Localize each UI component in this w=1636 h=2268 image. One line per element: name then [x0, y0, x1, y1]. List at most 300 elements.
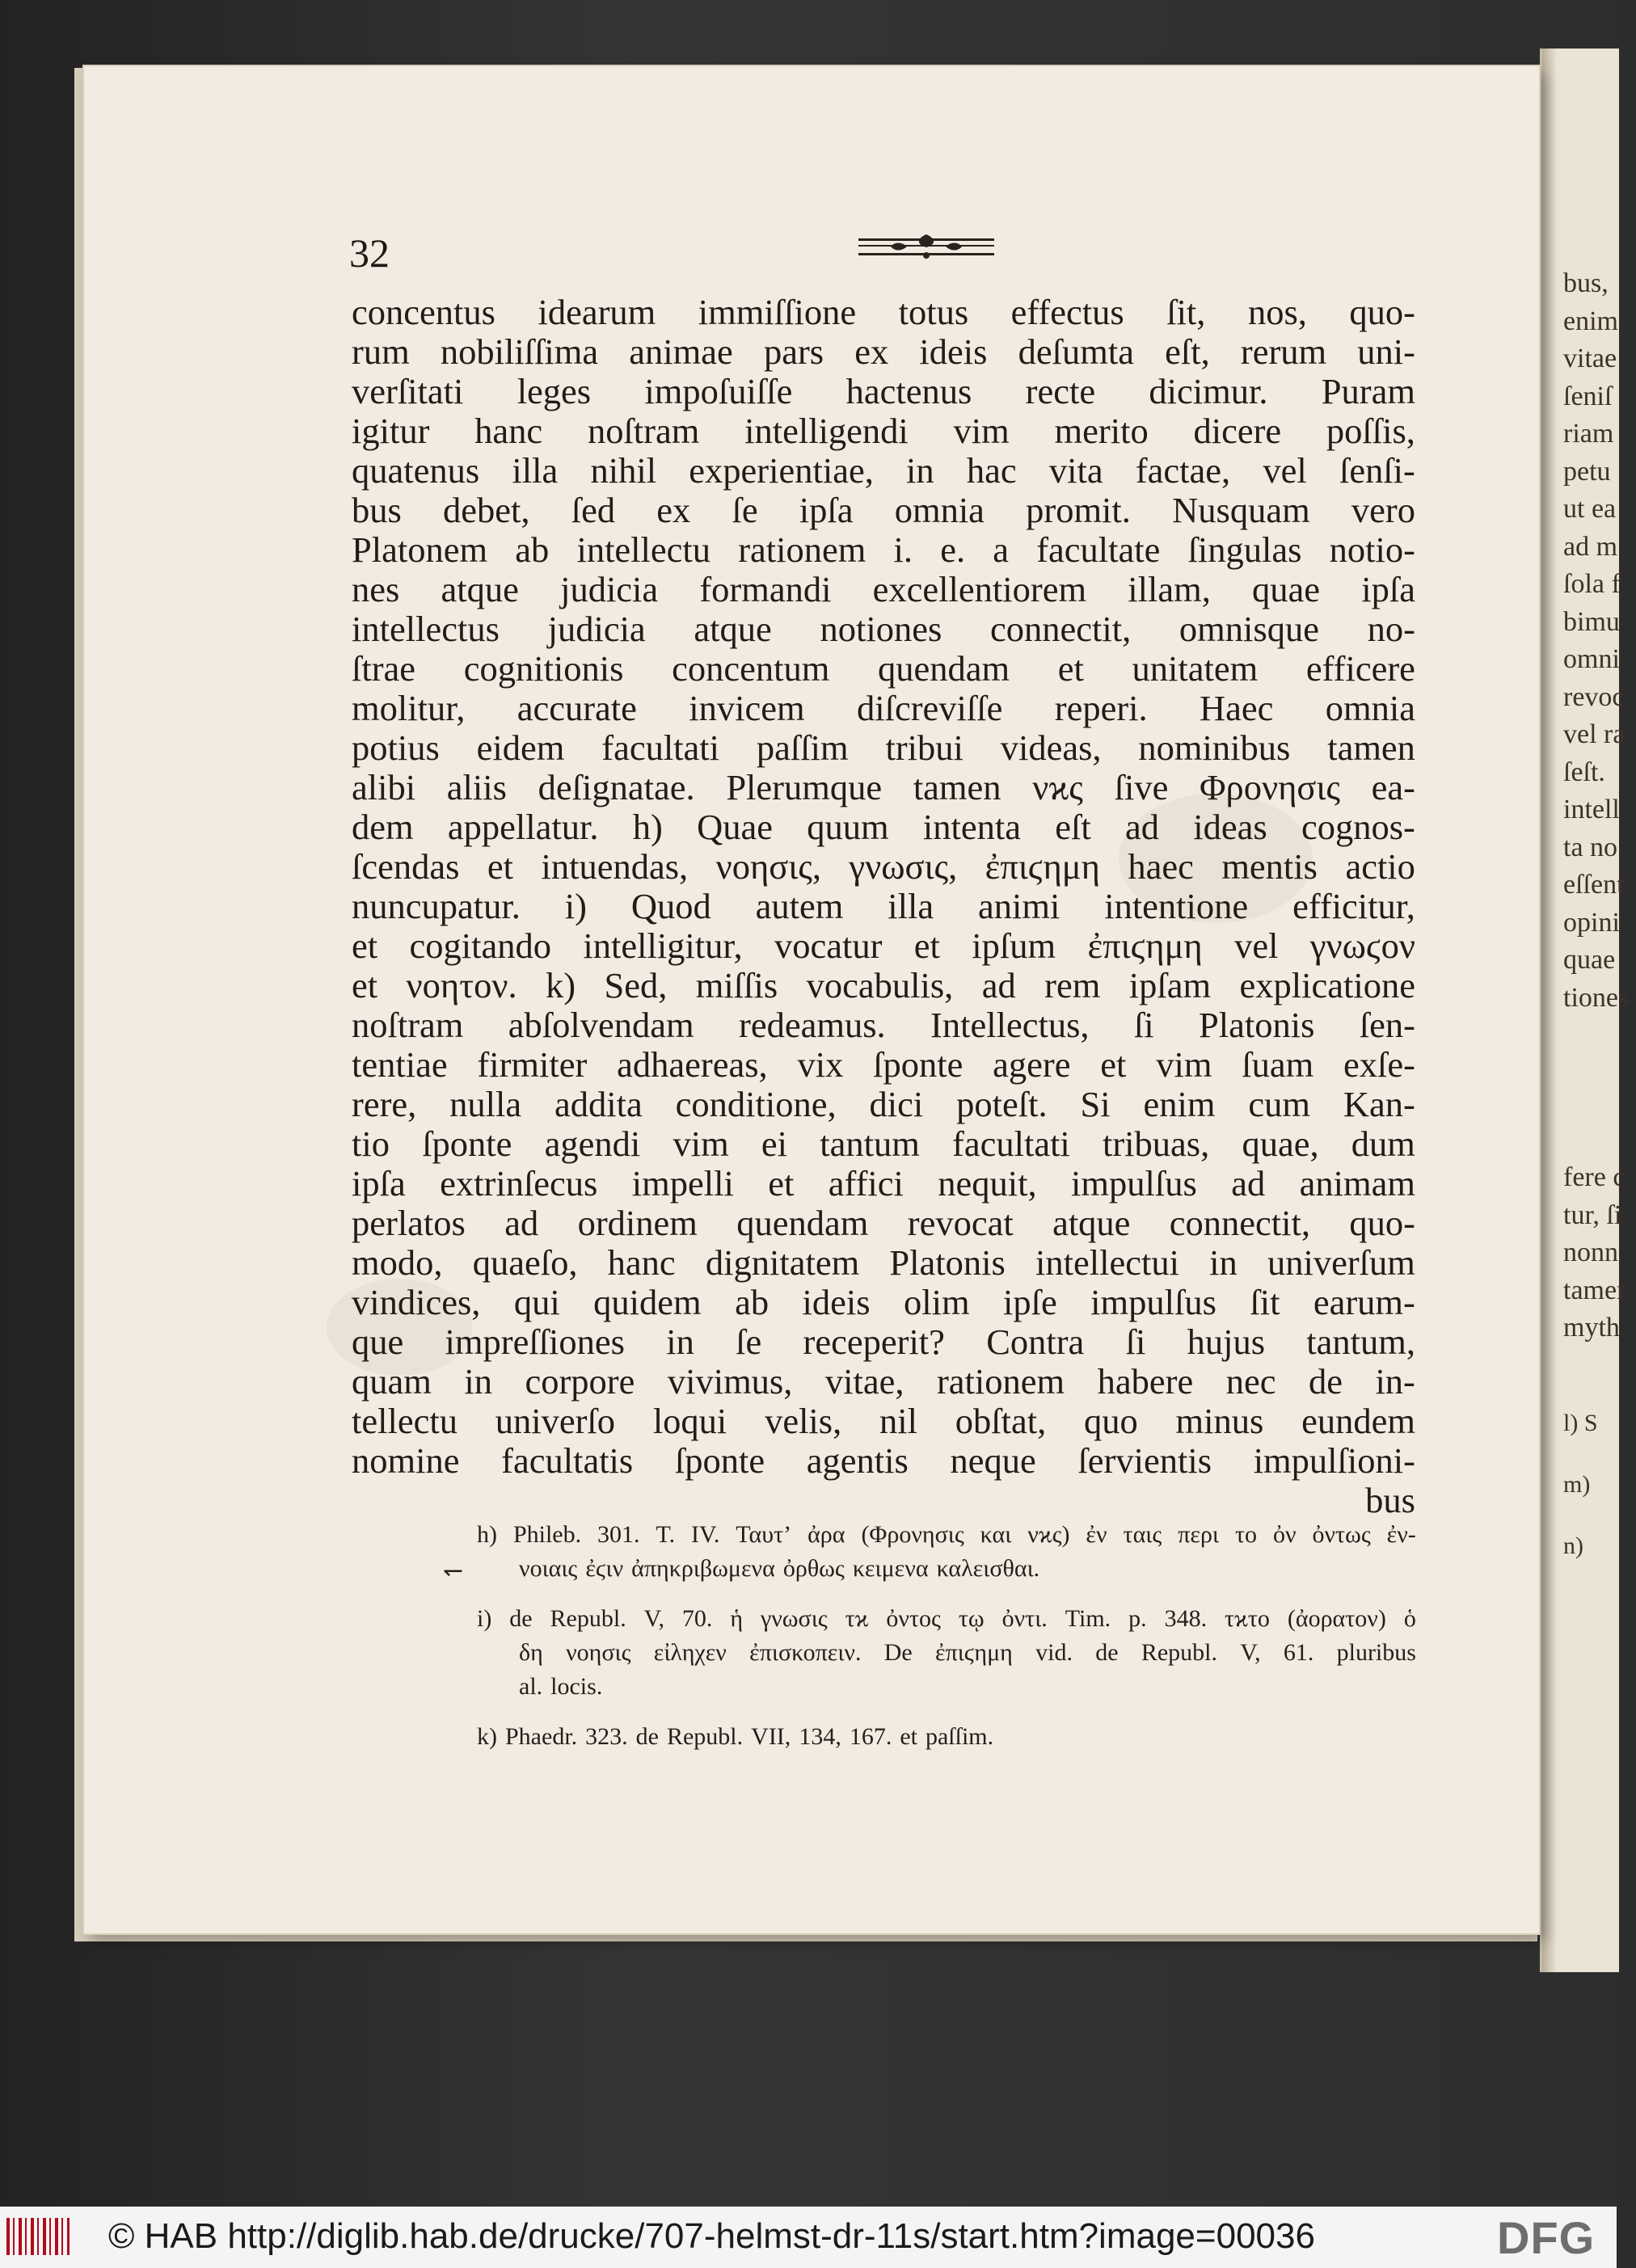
word: nequit, [938, 1163, 1037, 1204]
word: vim [673, 1123, 729, 1164]
word: olim [903, 1282, 970, 1322]
word: impelli [631, 1163, 734, 1204]
text-line [352, 689, 1415, 728]
word: vel [1263, 450, 1307, 491]
word: 323. [585, 1723, 628, 1750]
word: locis. [550, 1673, 603, 1700]
word: ad [981, 965, 1016, 1005]
word: ad [1231, 1163, 1266, 1204]
word: rerum [1240, 331, 1327, 372]
word: Platonis [889, 1242, 1006, 1283]
word: illa [512, 450, 559, 491]
word: quam [352, 1361, 432, 1402]
word: nominibus [1138, 727, 1291, 768]
word: quendam [736, 1203, 869, 1243]
word: pars [763, 331, 824, 372]
main-text-block [352, 293, 1415, 1520]
word: ſponte [873, 1044, 963, 1085]
word: ordinem [577, 1203, 698, 1243]
word: ad [1125, 807, 1160, 847]
word: νοησις [566, 1639, 631, 1666]
word: uni- [1357, 331, 1415, 372]
word: connectit, [989, 609, 1132, 649]
word: κειμενα [852, 1555, 929, 1582]
word: p. [1128, 1605, 1147, 1632]
word: ipſa [799, 490, 854, 530]
word: ſenſi- [1339, 450, 1415, 491]
word: dici [869, 1084, 924, 1124]
footnote-line [477, 1552, 1416, 1586]
word: vel [1234, 925, 1279, 966]
word: 61. [1283, 1639, 1314, 1666]
word: i. [893, 529, 913, 570]
word: ἐπισκοπειν. [749, 1639, 862, 1666]
word: debet, [443, 490, 530, 530]
word: verſitati [352, 371, 464, 411]
word: appellatur. [447, 807, 599, 847]
word: cogitando [409, 925, 551, 966]
word: in [906, 450, 934, 491]
word: atque [441, 569, 519, 609]
word: paſſim [756, 727, 849, 768]
word: ex [656, 490, 691, 530]
word: ἐπιϛημη [934, 1639, 1013, 1666]
word: abſolvendam [508, 1005, 694, 1045]
facing-page-fragment: ta no [1563, 832, 1618, 862]
word: videas, [1000, 727, 1102, 768]
word: impulſioni- [1253, 1440, 1415, 1481]
word: nes [352, 569, 400, 609]
facing-page-fragment: ſola f [1563, 569, 1621, 599]
facing-page-fragment: bimu [1563, 606, 1620, 637]
footnote-line [477, 1636, 1416, 1670]
word: Puram [1321, 371, 1415, 411]
word: cognos- [1301, 807, 1415, 847]
word: intellectus [352, 609, 500, 649]
text-line [352, 807, 1415, 847]
facing-page-fragment: tamer [1563, 1275, 1626, 1305]
word: ad [504, 1203, 539, 1243]
word: ἐν [1086, 1521, 1107, 1548]
word: judicia [560, 569, 659, 609]
word: et [913, 925, 940, 966]
word: vid. [1035, 1639, 1073, 1666]
page-number: 32 [349, 230, 390, 276]
text-line [352, 1362, 1415, 1402]
word: vivimus, [667, 1361, 793, 1402]
word: ἡ [730, 1605, 744, 1632]
word: et [768, 1163, 795, 1204]
word: rationem [738, 529, 866, 570]
word: noſtram [352, 1005, 464, 1045]
facing-page-fragment: nonn [1563, 1237, 1618, 1267]
word: περι [1178, 1521, 1219, 1548]
facing-page-fragment: myth [1563, 1313, 1620, 1343]
word: et [352, 965, 378, 1005]
text-line [352, 1005, 1415, 1045]
facing-page-fragment: fere c [1563, 1162, 1625, 1192]
word: rere, [352, 1084, 417, 1124]
word: ὀρθως [782, 1555, 845, 1582]
word: agere [993, 1044, 1071, 1085]
word: 167. [849, 1723, 892, 1750]
word: impoſuiſſe [644, 371, 793, 411]
word: promit. [1026, 490, 1131, 530]
word: quendam [878, 648, 1010, 689]
word: vim [1156, 1044, 1212, 1085]
word: ἀπηκριβωμενα [631, 1555, 775, 1582]
word: tribuas, [1103, 1123, 1210, 1164]
word: notio- [1329, 529, 1415, 570]
word: ὀν [1272, 1521, 1297, 1548]
word: immiſſione [698, 292, 857, 332]
word: Republ. [550, 1605, 626, 1632]
word: atque [1052, 1203, 1131, 1243]
text-line [352, 966, 1415, 1005]
word: (Φρονησις [861, 1521, 964, 1548]
word: adhaereas, [617, 1044, 768, 1085]
word: Quod [630, 886, 711, 926]
word: ſtrae [352, 648, 416, 689]
word: nomine [352, 1440, 460, 1481]
word: hanc [607, 1242, 676, 1283]
word: τϰ [845, 1605, 869, 1632]
word: in- [1375, 1361, 1415, 1402]
word: intellectui [1035, 1242, 1179, 1283]
word: intuendas, [541, 846, 689, 887]
word: earum- [1313, 1282, 1415, 1322]
word: ei [761, 1123, 788, 1164]
word: ideis [919, 331, 988, 372]
footnote-spacer [477, 1586, 1416, 1602]
word: idearum [538, 292, 656, 332]
word: quo- [1349, 1203, 1415, 1243]
word: ab [735, 1282, 770, 1322]
word: omnisque [1179, 609, 1319, 649]
word: ſe [732, 490, 758, 530]
facing-page-fragment: m) [1563, 1471, 1591, 1498]
word: intentione [1104, 886, 1249, 926]
word: ὀντως [1312, 1521, 1371, 1548]
word: addita [554, 1084, 643, 1124]
word: 70. [681, 1605, 713, 1632]
copyright-url[interactable]: © HAB http://diglib.hab.de/drucke/707-helmst-dr-11s/start.htm?image=00036 [108, 2216, 1315, 2256]
word: νϰς) [1027, 1521, 1070, 1548]
word: Contra [986, 1322, 1085, 1362]
text-line [352, 1045, 1415, 1085]
word: hac [966, 450, 1017, 491]
word: facultate [1036, 529, 1161, 570]
word: effectus [1010, 292, 1124, 332]
word: perlatos [352, 1203, 466, 1243]
word: hujus [1187, 1322, 1266, 1362]
word: vocabulis, [806, 965, 954, 1005]
word: quaeſo, [472, 1242, 578, 1283]
word: eundem [1301, 1401, 1415, 1441]
word: in [464, 1361, 492, 1402]
text-line [352, 1283, 1415, 1322]
word: atque [694, 609, 772, 649]
barcode-icon [6, 2218, 70, 2255]
word: de [1095, 1639, 1119, 1666]
word: ſit, [1166, 292, 1206, 332]
word: ipſa [1361, 569, 1415, 609]
word: recte [1025, 371, 1096, 411]
word: connectit, [1169, 1203, 1311, 1243]
word: accurate [517, 688, 637, 728]
facing-page [1540, 48, 1630, 1972]
word: eſt, [1165, 331, 1210, 372]
word: a [993, 529, 1010, 570]
facing-page-fragment: ad m [1563, 531, 1618, 562]
word: leges [517, 371, 592, 411]
word: 301. [597, 1521, 640, 1548]
word: tio [352, 1123, 390, 1164]
text-line [352, 332, 1415, 372]
word: efficere [1305, 648, 1415, 689]
page-gutter-shadow [1542, 48, 1557, 1972]
word: Nusquam [1172, 490, 1310, 530]
word: Phaedr. [505, 1723, 578, 1750]
word: nuncupatur. [352, 886, 521, 926]
word: ipſam [1128, 965, 1212, 1005]
word: Tim. [1065, 1605, 1111, 1632]
word: rum [352, 331, 410, 372]
word: habere [1097, 1361, 1194, 1402]
text-line [352, 1481, 1415, 1520]
word: ex [854, 331, 889, 372]
word: noſtram [587, 411, 700, 451]
word: tamen [1327, 727, 1415, 768]
facing-page-fragment: revoc [1563, 681, 1625, 712]
word: nec [1225, 1361, 1276, 1402]
word: dignitatem [705, 1242, 860, 1283]
word: bus [1365, 1480, 1415, 1520]
word: de [509, 1605, 533, 1632]
word: vita [1048, 450, 1103, 491]
text-line [352, 728, 1415, 768]
word: conditione, [675, 1084, 837, 1124]
footer-bar [0, 2207, 1617, 2268]
word: receperit? [803, 1322, 945, 1362]
text-line [352, 1164, 1415, 1204]
word: eidem [476, 727, 565, 768]
word: univerſo [495, 1401, 616, 1441]
text-line [352, 887, 1415, 926]
word: ſuam [1242, 1044, 1314, 1085]
word: k) [477, 1723, 497, 1750]
word: ὁ [1403, 1605, 1416, 1632]
text-line [352, 372, 1415, 411]
word: ſe [736, 1322, 762, 1362]
word: tamen [913, 767, 1001, 807]
word: obſtat, [955, 1401, 1047, 1441]
decorative-ornament-icon [858, 231, 994, 263]
text-line [352, 491, 1415, 530]
word: velis, [765, 1401, 842, 1441]
word: και [980, 1521, 1012, 1548]
word: ſingulas [1187, 529, 1302, 570]
word: neque [950, 1440, 1036, 1481]
word: diſcreviſſe [857, 688, 1003, 728]
word: in [1209, 1242, 1238, 1283]
word: ipſum [972, 925, 1056, 966]
word: ἐν- [1386, 1521, 1416, 1548]
word: igitur [352, 411, 430, 451]
word: impreſſiones [445, 1322, 625, 1362]
word: autem [755, 886, 844, 926]
word: rationem [936, 1361, 1065, 1402]
facing-page-fragment: ſeniſ [1563, 381, 1613, 411]
word: ἐπιϛημη [985, 846, 1100, 887]
word: ὀντι. [1001, 1605, 1048, 1632]
word: τϰτο [1225, 1605, 1270, 1632]
word: Platonis [1199, 1005, 1315, 1045]
word: affici [828, 1163, 904, 1204]
word: impulſus [1071, 1163, 1197, 1204]
word: νϰς [1032, 767, 1083, 807]
word: Plerumque [726, 767, 883, 807]
word: deſumta [1018, 331, 1134, 372]
word: que [352, 1322, 404, 1362]
facing-page-fragment: enim [1563, 306, 1618, 336]
word: Republ. [1141, 1639, 1217, 1666]
facing-page-fragment: petu [1563, 456, 1611, 487]
word: animi [977, 886, 1060, 926]
word: nil [879, 1401, 917, 1441]
footnote-spacer [477, 1704, 1416, 1720]
word: mentis [1221, 846, 1318, 887]
word: δη [519, 1639, 543, 1666]
word: judicia [547, 609, 646, 649]
facing-page-fragment: omni [1563, 644, 1620, 674]
facing-page-fragment: eſſent [1563, 870, 1625, 900]
word: pluribus [1336, 1639, 1416, 1666]
word: no- [1367, 609, 1415, 649]
word: Intellectus, [930, 1005, 1090, 1045]
word: invicem [689, 688, 805, 728]
word: V, [643, 1605, 664, 1632]
word: nihil [590, 450, 657, 491]
word: unitatem [1132, 648, 1259, 689]
word: agendi [544, 1123, 641, 1164]
facing-page-fragment: bus, [1563, 268, 1609, 298]
word: ἐϛιν [585, 1555, 624, 1582]
word: ipſe [1002, 1282, 1057, 1322]
word: aliis [446, 767, 507, 807]
word: Republ. [666, 1723, 744, 1750]
word: corpore [525, 1361, 635, 1402]
text-line [352, 768, 1415, 807]
word: facultatis [501, 1440, 634, 1481]
word: miſſis [695, 965, 778, 1005]
word: et [352, 925, 378, 966]
word: quo- [1349, 292, 1415, 332]
word: Quae [697, 807, 773, 847]
word: VII, [751, 1723, 791, 1750]
footnotes-block [477, 1518, 1416, 1754]
margin-mark: ↽ [443, 1558, 464, 1584]
word: ſi [1125, 1322, 1146, 1362]
word: ὀντος [886, 1605, 941, 1632]
word: revocat [907, 1203, 1014, 1243]
word: i) [564, 886, 587, 926]
text-line [352, 1402, 1415, 1441]
word: Platonem [352, 529, 488, 570]
word: experientiae, [689, 450, 874, 491]
word: reperi. [1054, 688, 1148, 728]
word: τῳ [958, 1605, 985, 1632]
word: modo, [352, 1242, 443, 1283]
facing-page-fragment: l) S [1563, 1410, 1598, 1436]
word: Haec [1200, 688, 1274, 728]
word: ſcendas [352, 846, 460, 887]
word: intelligendi [744, 411, 909, 451]
word: tentiae [352, 1044, 448, 1085]
word: explicatione [1239, 965, 1415, 1005]
facing-page-fragment: intell [1563, 795, 1620, 824]
word: De [883, 1639, 913, 1666]
word: dicimur. [1149, 371, 1268, 411]
word: γνωσις [760, 1605, 828, 1632]
word: ſen- [1359, 1005, 1415, 1045]
word: molitur, [352, 688, 466, 728]
footnote-line [477, 1720, 1416, 1754]
word: cum [1248, 1084, 1311, 1124]
word: et [1100, 1044, 1127, 1085]
word: ταις [1123, 1521, 1162, 1548]
word: tribui [885, 727, 963, 768]
word: efficitur, [1292, 886, 1415, 926]
word: et [1057, 648, 1084, 689]
word: vix [797, 1044, 844, 1085]
word: vero [1351, 490, 1415, 530]
word: quatenus [352, 450, 480, 491]
word: dicere [1193, 411, 1282, 451]
footnote-line [477, 1602, 1416, 1636]
word: Φρονησις [1200, 767, 1340, 807]
word: formandi [699, 569, 832, 609]
word: 348. [1164, 1605, 1208, 1632]
text-line [352, 570, 1415, 609]
word: εἰληχεν [653, 1639, 727, 1666]
word: T. [656, 1521, 676, 1548]
facing-page-fragment: vel ra [1563, 719, 1625, 749]
word: firmiter [477, 1044, 588, 1085]
word: quidem [593, 1282, 702, 1322]
word: hactenus [845, 371, 972, 411]
facing-page-fragment: quae [1563, 945, 1616, 975]
word: ſit [1250, 1282, 1280, 1322]
word: ἀρα [807, 1521, 845, 1548]
facing-page-fragment: n) [1563, 1532, 1583, 1559]
word: το [1234, 1521, 1257, 1548]
word: Ταυτ’ [736, 1521, 792, 1548]
word: V, [1240, 1639, 1261, 1666]
word: illam, [1128, 569, 1211, 609]
word: actio [1345, 846, 1415, 887]
word: ſed [571, 490, 616, 530]
word: tantum [820, 1123, 920, 1164]
word: quum [807, 807, 889, 847]
word: h) [477, 1521, 497, 1548]
word: deſignatae. [538, 767, 695, 807]
word: concentus [352, 292, 495, 332]
word: dem [352, 807, 414, 847]
word: IV. [691, 1521, 720, 1548]
facing-page-fragment: tiones [1563, 982, 1630, 1013]
word: h) [632, 807, 663, 847]
